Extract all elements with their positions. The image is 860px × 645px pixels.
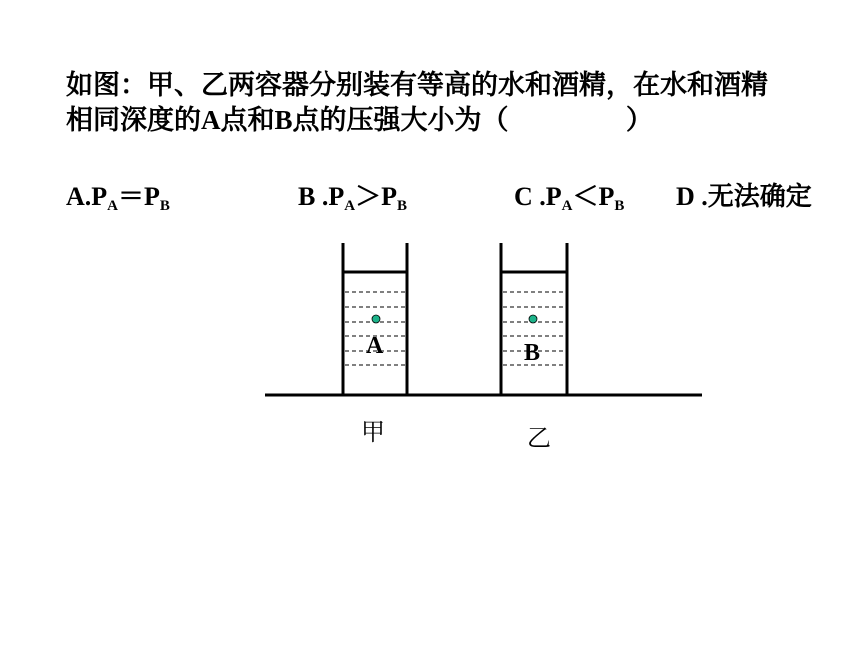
question-line-2-mid: 点和 (220, 105, 275, 136)
point-a-label: A (366, 333, 384, 359)
point-a-dot (372, 315, 380, 323)
option-c-sub2: B (614, 198, 625, 214)
option-b-op: ＞P (355, 182, 397, 211)
option-b-sub1: A (344, 198, 356, 214)
question-point-a: A (201, 105, 221, 135)
option-a-op: ＝P (118, 182, 160, 211)
option-c-op: ＜P (572, 182, 615, 211)
question-line-2-pre: 相同深度的 (66, 105, 201, 136)
option-a-sub2: B (159, 198, 170, 214)
container-left (343, 243, 407, 395)
option-d-text: 无法确定 (707, 182, 812, 212)
option-d-letter: D . (676, 182, 708, 211)
point-b-label: B (524, 340, 541, 366)
question-line-2-post: 点的压强大小为（ ） (292, 105, 653, 136)
option-a-sub1: A (107, 198, 119, 214)
option-c-letter: C .P (514, 182, 562, 211)
option-b-sub2: B (396, 198, 407, 214)
question-point-b: B (274, 105, 293, 135)
question-line-1: 如图：甲、乙两容器分别装有等高的水和酒精，在水和酒精 (66, 70, 768, 101)
option-b-letter: B .P (298, 182, 345, 211)
point-b-dot (529, 315, 537, 323)
container-right-label: 乙 (527, 424, 551, 452)
option-a-letter: A.P (66, 182, 108, 211)
container-right (501, 243, 567, 395)
option-c-sub1: A (561, 198, 573, 214)
container-left-label: 甲 (361, 418, 385, 446)
